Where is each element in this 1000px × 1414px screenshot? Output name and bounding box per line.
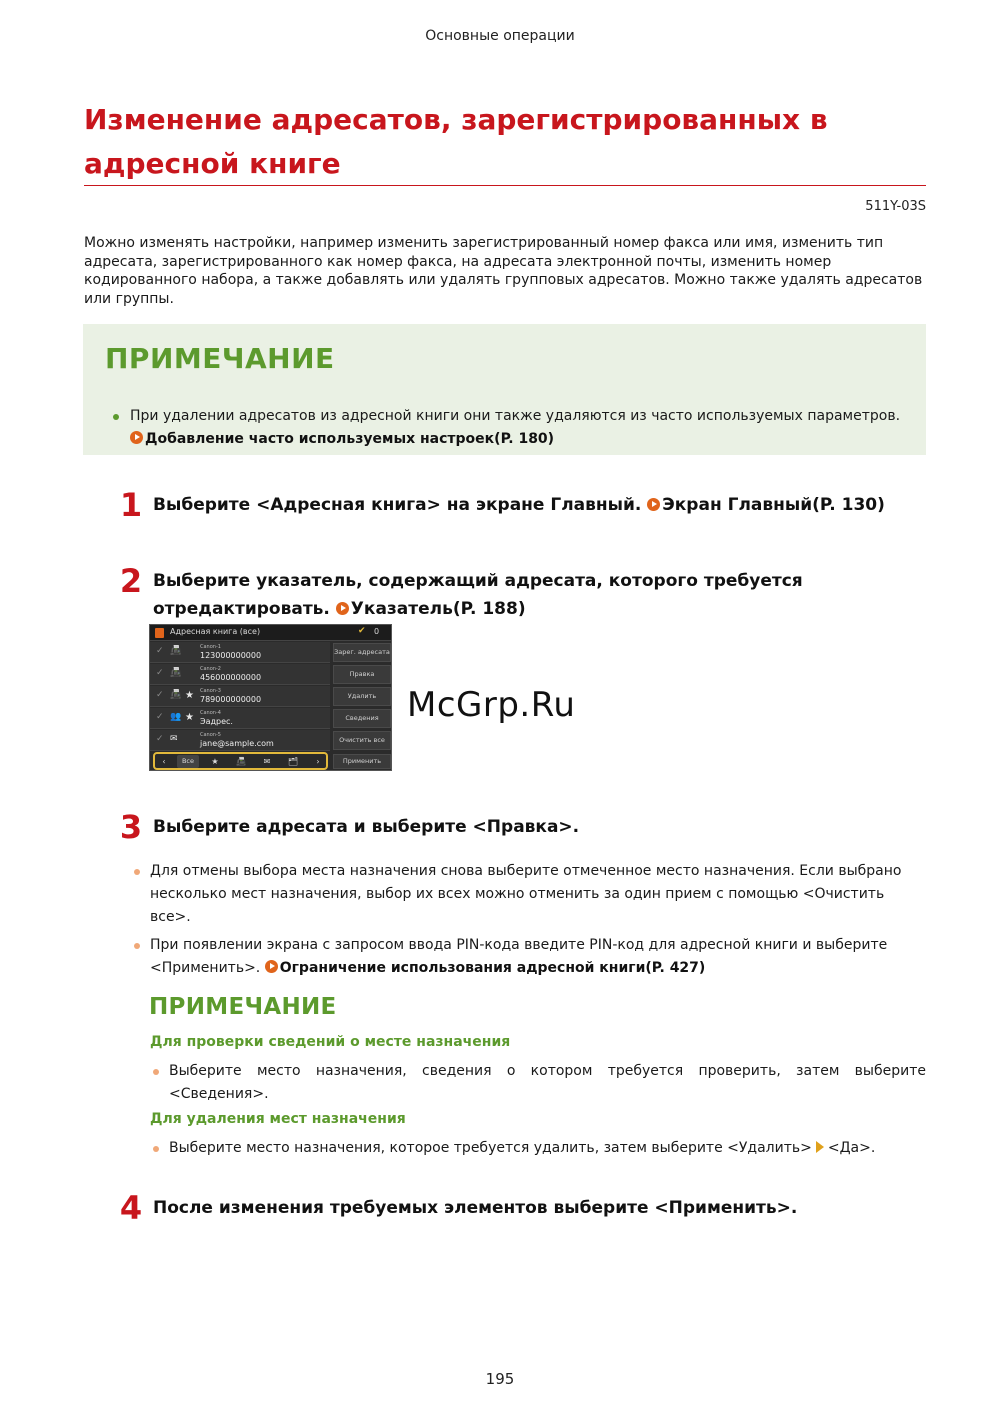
details-button[interactable]: Сведения	[333, 709, 391, 728]
step-number-4: 4	[119, 1189, 143, 1227]
watermark: McGrp.Ru	[407, 685, 576, 725]
check-details-bullet-text: Выберите место назначения, сведения о котором требуется проверить, затем выберите <Сведения>.	[169, 1063, 926, 1102]
selected-count: 0	[374, 627, 380, 636]
running-header: Основные операции	[425, 28, 575, 44]
folder-icon[interactable]: 🗂	[287, 757, 299, 766]
checkmark-icon: ✔	[358, 626, 366, 636]
delete-destinations-text-b: <Да>.	[827, 1140, 876, 1156]
step-2-link-text[interactable]: Указатель(P. 188)	[350, 599, 526, 619]
step-text-2	[153, 567, 913, 623]
register-destination-button[interactable]: Зарег. адресата	[333, 643, 391, 662]
fax-icon[interactable]: 📠	[236, 757, 246, 766]
check-details-bullet	[169, 1060, 926, 1106]
bullet-dot-icon	[153, 1069, 159, 1075]
step-3-bullet-1-text: Для отмены выбора места назначения снова выберите отмеченное место назначения. Если выбрано несколько мест назначения, выбор их всех можно отменить за один прием с помощью <Очистить все>.	[150, 863, 902, 925]
entry-value: 456000000000	[200, 673, 262, 682]
star-icon[interactable]: ★	[211, 757, 219, 766]
bullet-dot-icon	[153, 1146, 159, 1152]
check-icon: ✓	[156, 690, 164, 700]
chevron-left-icon[interactable]: ‹	[162, 757, 166, 766]
step-text-1	[153, 491, 913, 519]
step-text-3: Выберите адресата и выберите <Правка>.	[153, 817, 580, 837]
entry-name: Canon-1	[200, 644, 221, 650]
bullet-dot-icon	[134, 943, 140, 949]
star-icon: ★	[185, 712, 194, 723]
entry-name: Canon-3	[200, 688, 221, 694]
step-number-3: 3	[119, 808, 143, 846]
group-icon: 👥	[170, 712, 182, 722]
list-item[interactable]	[150, 642, 330, 663]
chevron-right-icon[interactable]: ›	[316, 757, 320, 766]
step-3-link[interactable]	[265, 960, 706, 976]
step-3-bullet-2-text: При появлении экрана с запросом ввода PIN-кода введите PIN-код для адресной книги и выберите <Применить>.	[150, 937, 888, 976]
step-number-1: 1	[119, 486, 143, 524]
page-title-line1: Изменение адресатов, зарегистрированных в	[84, 103, 828, 136]
fax-icon: 📠	[170, 646, 182, 656]
check-icon: ✓	[156, 668, 164, 678]
entry-value: jane@sample.com	[200, 739, 274, 748]
link-arrow-icon	[130, 431, 143, 444]
step-1-link-text[interactable]: Экран Главный(P. 130)	[662, 495, 885, 515]
step-2-link[interactable]	[336, 599, 526, 619]
note-link[interactable]	[130, 431, 554, 447]
link-arrow-icon	[265, 960, 278, 973]
page-title	[84, 98, 926, 186]
page-title-line2: адресной книге	[84, 147, 341, 180]
intro-paragraph: Можно изменять настройки, например изменить зарегистрированный номер факса или имя, изменить тип адресата, зарегистрированного как номер факса, на адресата электронной почты, изменить номер кодированного набора, а также добавлять или удалять групповых адресатов. Можно также удалять адресатов или группы.	[84, 235, 923, 307]
check-icon: ✓	[156, 646, 164, 656]
entry-value: Эадрес.	[200, 717, 233, 726]
step-1-link[interactable]	[647, 495, 885, 515]
list-item[interactable]	[150, 708, 330, 729]
step-text-4: После изменения требуемых элементов выберите <Применить>.	[153, 1198, 798, 1218]
email-icon[interactable]: ✉	[263, 757, 271, 766]
delete-destinations-bullet	[169, 1137, 926, 1160]
page-number: 195	[485, 1370, 515, 1388]
check-icon: ✓	[156, 734, 164, 744]
title-divider	[84, 185, 926, 186]
list-item[interactable]	[150, 664, 330, 685]
note-box	[83, 324, 926, 455]
clear-all-button[interactable]: Очистить все	[333, 731, 391, 750]
address-book-screenshot	[149, 624, 392, 771]
bullet-dot-icon	[134, 869, 140, 875]
tab-all[interactable]: Все	[177, 755, 199, 768]
bullet-dot-icon	[113, 414, 119, 420]
address-book-icon	[155, 628, 164, 638]
fax-icon: 📠	[170, 668, 182, 678]
fax-icon: 📠	[170, 690, 182, 700]
step-1-instruction: Выберите <Адресная книга> на экране Главный.	[153, 495, 642, 515]
note-title: ПРИМЕЧАНИЕ	[105, 342, 335, 375]
step-3-bullet-2	[150, 934, 920, 980]
document-id: 511Y-03S	[865, 199, 926, 214]
note-title-2: ПРИМЕЧАНИЕ	[149, 994, 337, 1020]
step-2-instruction-line1: Выберите указатель, содержащий адресата, которого требуется	[153, 571, 803, 591]
delete-destinations-text-a: Выберите место назначения, которое требуется удалить, затем выберите <Удалить>	[169, 1140, 812, 1156]
entry-name: Canon-4	[200, 710, 221, 716]
list-item[interactable]	[150, 730, 330, 751]
email-icon: ✉	[170, 734, 178, 744]
entry-value: 789000000000	[200, 695, 262, 704]
edit-button[interactable]: Правка	[333, 665, 391, 684]
link-arrow-icon	[336, 602, 349, 615]
entry-name: Canon-2	[200, 666, 221, 672]
star-icon: ★	[185, 690, 194, 701]
entry-name: Canon-5	[200, 732, 221, 738]
index-tabs	[153, 752, 328, 770]
screen-title: Адресная книга (все)	[170, 627, 261, 636]
subheading-check-details: Для проверки сведений о месте назначения	[150, 1034, 511, 1050]
delete-button[interactable]: Удалить	[333, 687, 391, 706]
entry-value: 123000000000	[200, 651, 262, 660]
list-item[interactable]	[150, 686, 330, 707]
step-2-instruction-line2: отредактировать.	[153, 599, 330, 619]
link-arrow-icon	[647, 498, 660, 511]
check-icon: ✓	[156, 712, 164, 722]
note-link-text[interactable]: Добавление часто используемых настроек(P. 180)	[145, 431, 555, 447]
note-bullet	[113, 405, 913, 451]
step-3-bullet-1	[150, 860, 920, 929]
arrow-right-icon	[816, 1141, 824, 1153]
note-bullet-text: При удалении адресатов из адресной книги они также удаляются из часто используемых параметров.	[130, 408, 901, 424]
subheading-delete-destinations: Для удаления мест назначения	[150, 1111, 406, 1127]
step-3-link-text[interactable]: Ограничение использования адресной книги(P. 427)	[279, 960, 706, 976]
step-number-2: 2	[119, 562, 143, 600]
screen-header	[150, 625, 391, 641]
apply-button[interactable]: Применить	[333, 754, 391, 769]
